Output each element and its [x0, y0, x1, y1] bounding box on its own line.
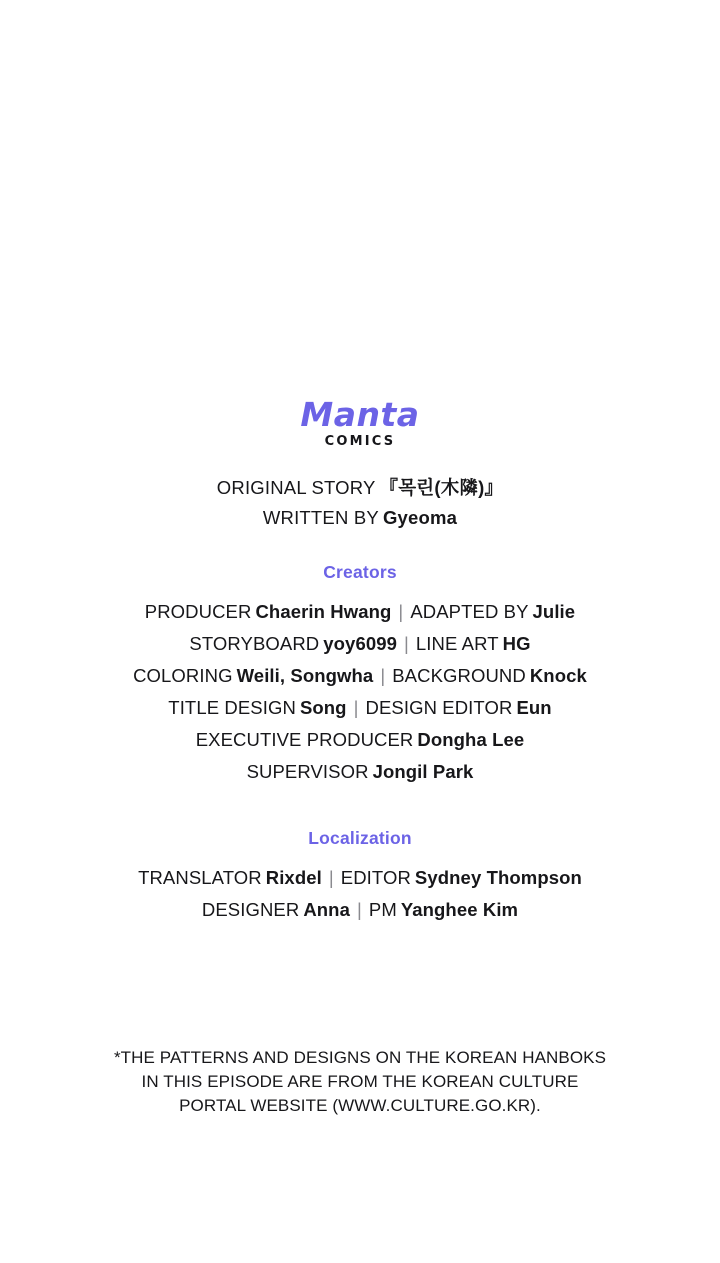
footnote-line-3: PORTAL WEBSITE (WWW.CULTURE.GO.KR). [179, 1096, 541, 1116]
creators-credit-list [0, 596, 720, 788]
credit-line [0, 660, 720, 692]
credit-line [0, 596, 720, 628]
credit-separator: | [353, 696, 359, 718]
credit-separator: | [328, 866, 334, 888]
manta-logo-wordmark: Manta [300, 395, 420, 434]
original-story-title: 『목린(木隣)』 [379, 477, 504, 498]
credit-name: Dongha Lee [417, 728, 525, 750]
credit-name: Song [299, 696, 347, 718]
creators-heading: Creators [323, 561, 397, 582]
credit-name: Anna [303, 898, 350, 920]
credit-role: EXECUTIVE PRODUCER [195, 728, 414, 750]
credit-role: EDITOR [340, 866, 411, 888]
credit-line [0, 894, 720, 926]
credit-separator: | [380, 664, 386, 686]
credit-role: DESIGN EDITOR [365, 696, 513, 718]
credit-role: DESIGNER [201, 898, 300, 920]
written-by-name: Gyeoma [382, 506, 458, 528]
credit-name: Yanghee Kim [400, 898, 519, 920]
written-by-line [0, 506, 720, 531]
manta-logo [0, 395, 720, 449]
original-story-line [0, 476, 720, 501]
credit-role: PRODUCER [144, 600, 252, 622]
credit-line [0, 628, 720, 660]
localization-credit-list [0, 862, 720, 926]
credit-separator: | [356, 898, 362, 920]
localization-heading: Localization [308, 827, 412, 848]
original-story-label: ORIGINAL STORY [216, 477, 376, 498]
footnote-line-2: IN THIS EPISODE ARE FROM THE KOREAN CULTURE [141, 1072, 579, 1092]
manta-logo-subtitle: COMICS [324, 434, 396, 449]
credit-role: STORYBOARD [189, 632, 320, 654]
credit-line [0, 724, 720, 756]
credit-role: COLORING [133, 664, 233, 686]
credit-line [0, 756, 720, 788]
credit-name: Rixdel [265, 866, 322, 888]
credit-role: SUPERVISOR [246, 760, 369, 782]
credit-line [0, 692, 720, 724]
footnote-line-1: *THE PATTERNS AND DESIGNS ON THE KOREAN HANBOKS [113, 1048, 607, 1067]
credit-name: Chaerin Hwang [255, 600, 392, 622]
credit-role: ADAPTED BY [410, 600, 529, 622]
credit-name: Knock [529, 664, 587, 686]
credit-name: Eun [516, 696, 552, 718]
credit-name: Sydney Thompson [414, 866, 582, 888]
footnote [0, 1046, 720, 1118]
credit-role: TITLE DESIGN [168, 696, 296, 718]
written-by-label: WRITTEN BY [262, 506, 379, 528]
credit-role: TRANSLATOR [138, 866, 262, 888]
credit-name: yoy6099 [323, 632, 397, 654]
credit-line [0, 862, 720, 894]
credit-role: BACKGROUND [392, 664, 526, 686]
credit-separator: | [398, 600, 404, 622]
credit-separator: | [404, 632, 409, 654]
original-story-block [0, 476, 720, 531]
credit-name: Julie [532, 600, 576, 622]
credit-role: PM [368, 898, 397, 920]
credit-name: Weili, Songwha [236, 664, 374, 686]
credit-role: LINE ART [415, 632, 499, 654]
credit-name: HG [502, 632, 531, 654]
credit-name: Jongil Park [372, 760, 474, 782]
